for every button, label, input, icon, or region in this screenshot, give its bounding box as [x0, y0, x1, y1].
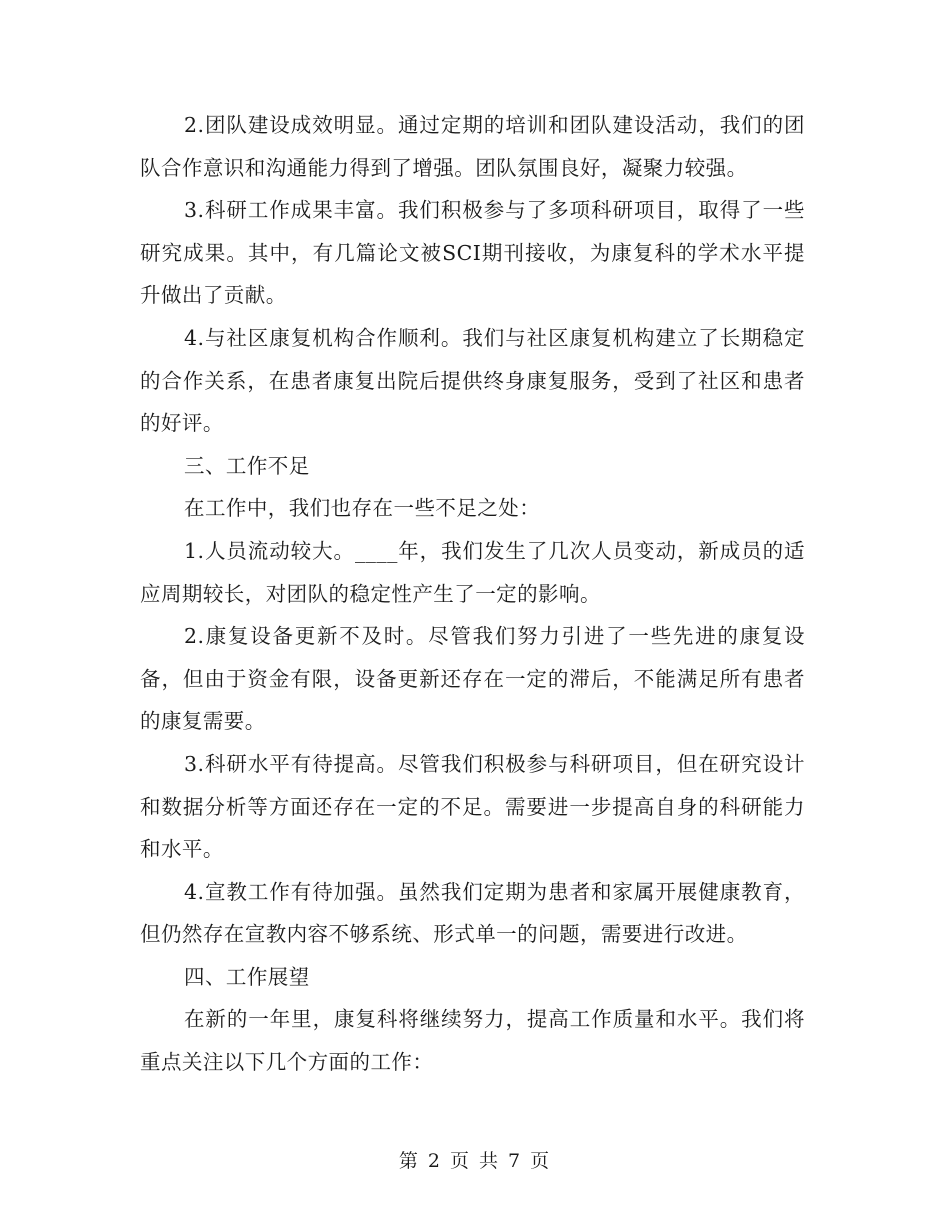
paragraph-staff-turnover: 1.人员流动较大。____年，我们发生了几次人员变动，新成员的适应周期较长，对团队的稳定性产生了一定的影响。: [140, 538, 805, 606]
page-number-footer: 第 2 页 共 7 页: [398, 1150, 552, 1172]
paragraph-equipment-update: 2.康复设备更新不及时。尽管我们努力引进了一些先进的康复设备，但由于资金有限，设备更新还存在一定的滞后，不能满足所有患者的康复需要。: [140, 624, 805, 734]
paragraph-research-level: 3.科研水平有待提高。尽管我们积极参与科研项目，但在研究设计和数据分析等方面还存在一定的不足。需要进一步提高自身的科研能力和水平。: [140, 751, 805, 862]
paragraph-community-cooperation: 4.与社区康复机构合作顺利。我们与社区康复机构建立了长期稳定的合作关系，在患者康复出院后提供终身康复服务，受到了社区和患者的好评。: [140, 325, 805, 436]
paragraph-shortcomings-intro: 在工作中，我们也存在一些不足之处：: [184, 496, 541, 521]
section-heading-outlook: 四、工作展望: [184, 964, 310, 989]
paragraph-outlook-intro: 在新的一年里，康复科将继续努力，提高工作质量和水平。我们将重点关注以下几个方面的工作：: [140, 1007, 805, 1075]
paragraph-team-building: 2.团队建设成效明显。通过定期的培训和团队建设活动，我们的团队合作意识和沟通能力得到了增强。团队氛围良好，凝聚力较强。: [140, 113, 805, 180]
section-heading-shortcomings: 三、工作不足: [184, 453, 310, 478]
document-body: [140, 104, 805, 1084]
paragraph-health-education: 4.宣教工作有待加强。虽然我们定期为患者和家属开展健康教育，但仍然存在宣教内容不够系统、形式单一的问题，需要进行改进。: [140, 879, 805, 947]
paragraph-research-results: 3.科研工作成果丰富。我们积极参与了多项科研项目，取得了一些研究成果。其中，有几篇论文被SCI期刊接收，为康复科的学术水平提升做出了贡献。: [140, 198, 805, 308]
